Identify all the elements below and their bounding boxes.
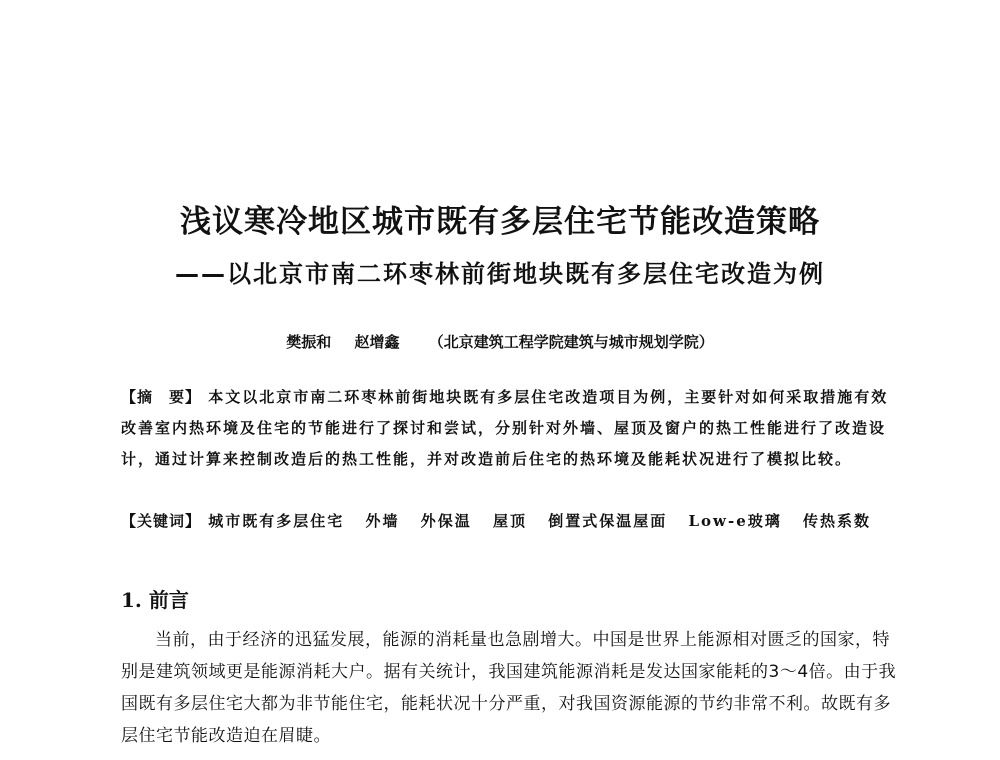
abstract xyxy=(121,382,893,475)
keyword: 屋顶 xyxy=(493,512,528,530)
keywords xyxy=(121,506,893,537)
abstract-text: 本文以北京市南二环枣林前街地块既有多层住宅改造项目为例，主要针对如何采取措施有效改善室内热环境及住宅的节能进行了探讨和尝试，分别针对外墙、屋顶及窗户的热工性能进行了改造设计，通过计算来控制改造后的热工性能，并对改造前后住宅的热环境及能耗状况进行了模拟比较。 xyxy=(121,388,889,468)
paper-subtitle: ——以北京市南二环枣林前街地块既有多层住宅改造为例 xyxy=(175,260,825,288)
keyword: 城市既有多层住宅 xyxy=(208,512,345,530)
abstract-label: 【摘 要】 xyxy=(121,388,202,406)
keyword: 倒置式保温屋面 xyxy=(548,512,668,530)
author-name: 樊振和 xyxy=(286,333,332,351)
keywords-label: 【关键词】 xyxy=(121,512,202,530)
author-line xyxy=(0,331,1000,352)
keyword: 传热系数 xyxy=(802,512,871,530)
author-affiliation: （北京建筑工程学院建筑与城市规划学院） xyxy=(428,333,714,351)
section-body: 当前，由于经济的迅猛发展，能源的消耗量也急剧增大。中国是世界上能源相对匮乏的国家，特别是建筑领域更是能源消耗大户。据有关统计，我国建筑能源消耗是发达国家能耗的3～4倍。由于我国既有多层住宅大都为非节能住宅，能耗状况十分严重，对我国资源能源的节约非常不利。故既有多层住宅节能改造迫在眉睫。 xyxy=(121,630,897,746)
author-name: 赵增鑫 xyxy=(354,333,400,351)
keyword: 外墙 xyxy=(365,512,400,530)
section-heading: 1. 前言 xyxy=(121,588,189,612)
keyword: Low-e玻璃 xyxy=(688,512,782,530)
paper-title: 浅议寒冷地区城市既有多层住宅节能改造策略 xyxy=(180,204,820,240)
keyword: 外保温 xyxy=(420,512,472,530)
